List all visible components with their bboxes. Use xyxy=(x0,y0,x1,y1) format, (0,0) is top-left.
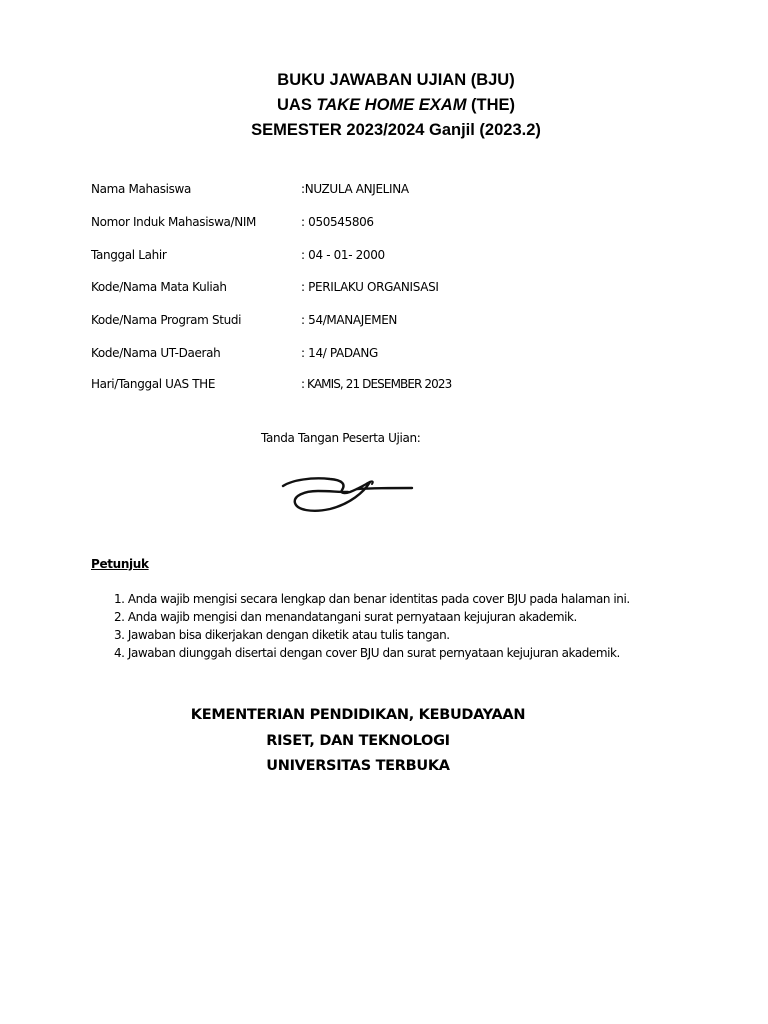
institution-footer xyxy=(0,703,716,780)
title-line-3: SEMESTER 2023/2024 Ganjil (2023.2) xyxy=(251,121,541,139)
footer-line-2: RISET, DAN TEKNOLOGI xyxy=(266,732,450,749)
signature-image xyxy=(214,462,438,542)
title-line-1: BUKU JAWABAN UJIAN (BJU) xyxy=(277,71,515,89)
signature-label: Tanda Tangan Peserta Ujian: xyxy=(261,431,421,445)
info-value: : 04 - 01- 2000 xyxy=(301,248,385,262)
info-value: : 14/ PADANG xyxy=(301,346,378,360)
instruction-item: 2. Anda wajib mengisi dan menandatangani surat pernyataan kejujuran akademik. xyxy=(114,610,577,624)
instruction-item: 3. Jawaban bisa dikerjakan dengan diketik atau tulis tangan. xyxy=(114,628,450,642)
info-label: Kode/Nama UT-Daerah xyxy=(91,346,221,360)
info-value: : 050545806 xyxy=(301,215,374,229)
footer-line-1: KEMENTERIAN PENDIDIKAN, KEBUDAYAAN xyxy=(190,707,526,723)
instructions-title: Petunjuk xyxy=(91,557,149,571)
info-label: Kode/Nama Program Studi xyxy=(91,313,242,327)
instruction-item: 1. Anda wajib mengisi secara lengkap dan benar identitas pada cover BJU pada halaman ini. xyxy=(114,592,630,606)
info-label: Nama Mahasiswa xyxy=(91,182,191,196)
title-line-2 xyxy=(0,93,768,118)
info-label: Nomor Induk Mahasiswa/NIM xyxy=(91,215,257,229)
instruction-item: 4. Jawaban diunggah disertai dengan cover BJU dan surat pernyataan kejujuran akademik. xyxy=(114,646,620,660)
info-label: Kode/Nama Mata Kuliah xyxy=(91,280,227,294)
info-label: Hari/Tanggal UAS THE xyxy=(91,377,216,391)
info-value: : 54/MANAJEMEN xyxy=(301,313,398,327)
instructions-list xyxy=(114,590,630,662)
info-label: Tanggal Lahir xyxy=(91,248,167,262)
document-title xyxy=(0,68,768,143)
footer-line-3: UNIVERSITAS TERBUKA xyxy=(266,758,450,774)
title-line-2-italic: TAKE HOME EXAM xyxy=(316,96,467,114)
info-value: : KAMIS, 21 DESEMBER 2023 xyxy=(301,377,452,391)
info-value: :NUZULA ANJELINA xyxy=(301,182,409,196)
title-line-2-suffix: (THE) xyxy=(466,96,516,114)
info-value: : PERILAKU ORGANISASI xyxy=(301,280,439,294)
title-line-2-prefix: UAS xyxy=(276,96,317,114)
